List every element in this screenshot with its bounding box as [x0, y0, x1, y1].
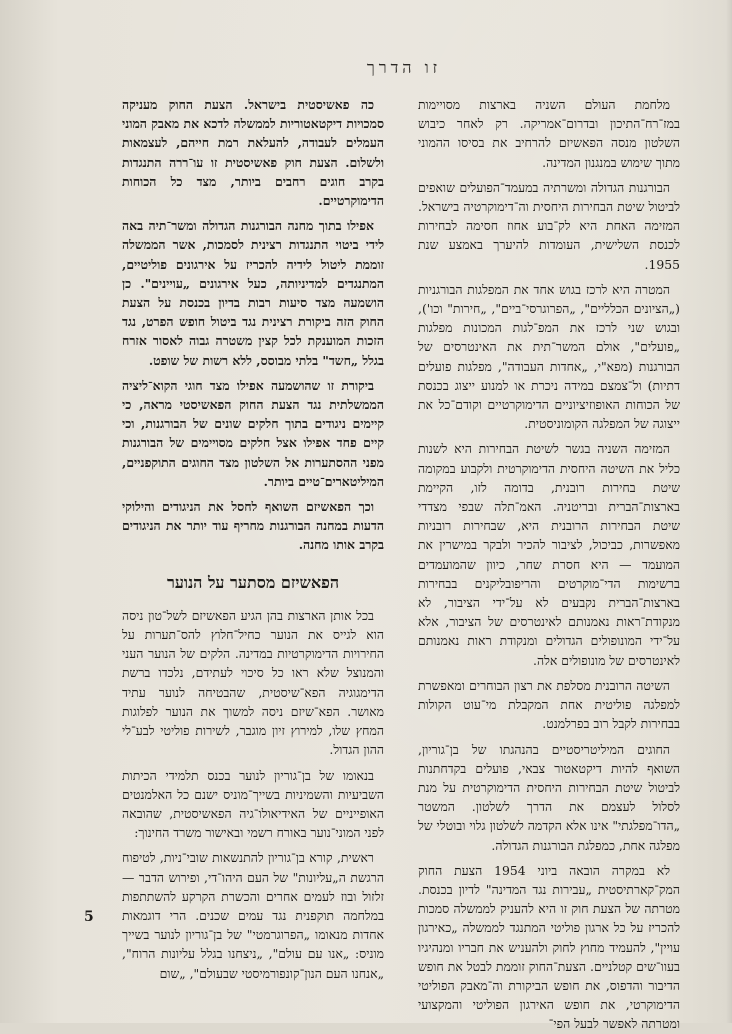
- paragraph: לא במקרה הובאה ביוני 1954 הצעת החוק המק־קארתיסטית „עבירות נגד המדינה" לדיון בכנסת. מטרתה של הצעת חוק זו היא להעניק לממשלה סמכות להכריז על כל ארגון פוליטי המתנגד לממשלה „כאירגון עויין", להעמיד מחוץ לחוק ולהעניש את חבריו ומנהיגיו בעוו־שים קטלניים. הצעת־החוק זוממת לבטל את חופש הדיבור והדפוס, את חופש הביקורת וה־מאבק הפוליטי הדימוקרטי, את חופש האירגון הפוליטי והמקצועי ומטרתה לאפשר לבעל הפי־: [418, 862, 680, 1032]
- paragraph: מלחמת העולם השניה בארצות מסויימות במז־רח־התיכון ובדרום־אמריקה. רק לאחר כיבוש השלטון מנסה הפאשיזם להרחיב את בסיסו ההמוני מתוך שימוש במנגנון המדינה.: [418, 97, 680, 170]
- paragraph: המזימה השניה בגשר לשיטת הבחירות היא לשנות כליל את השיטה היחסית הדימוקרטית ולקבוע במקומה שיטת בחירות רובנית, בדומה לזו, הקיימת בארצות־הברית ובריטניה. האמ־תלה שבפי מצדדי שיטת הבחירות הרובנית היא, שבחירות רובניות מאפשרות, כביכול, לציבור להכיר ולבקר במישרין את המועמד — היא חסרת שחר, כיוון שהמועמדים ברשימות הדי־מוקרטים והריפובליקנים בבחירות בארצות־הברית נקבעים לא על־ידי הציבור, לא מנקודת־ראות נאמנותם לאינטרסים של הציבור, אלא על־ידי המונופולים הגדולים ומנקודת ראות נאמנותם לאינטרסים של מונופולים אלה.: [418, 441, 680, 668]
- paragraph: המטרה היא לרכז בגוש אחד את המפלגות הבורגניות („הציונים הכלליים", „הפרוגרסי־ביים", „חירות" וכו'), ובגוש שני לרכז את המפ־לגות המכונות מפלגות „פועלים", אולם המשר־תית את האינטרסים של הבורגנות (מפא"י, „אחדות העבודה", מפלגות פועלים דתיות) ול־צמצם במידה ניכרת או למנוע ייצוג בכנסת של הכוחות האופוזיציוניים הדימוקרטיים וקודם־כל את ייצוגה של המפלגה הקומוניסטית.: [418, 281, 680, 432]
- left-column: [122, 95, 384, 981]
- paragraph: כה פאשיסטית בישראל. הצעת החוק מעניקה סמכויות דיקטאטוריות לממשלה לדכא את מאבק המוני העמלים לעבודה, להעלאת רמת חייהם, לעצמאות ולשלום. הצעת חוק פאשיסטית זו עו־ררה התנגדות בקרב חוגים רחבים ביותר, מצד כל הכוחות הדימוקרטיים.: [122, 97, 384, 209]
- section-heading: הפאשיזם מסתער על הנוער: [166, 572, 340, 592]
- running-head: זו הדרך: [366, 58, 442, 77]
- paragraph: בכל אותן הארצות בהן הגיע הפאשיזם לשל־טון ניסה הוא לגייס את הנוער כחיל־חלוץ להס־תערות על החירויות הדימוקרטיות במדינה. הלקים של הנוער העני והמנוצל שלא ראו כל סיכוי לעתידם, נלכדו ברשת הדימגוגיה הפא־שיסטית, שהבטיחה לנוער עתיד מאושר. הפא־שיזם ניסה למשוך את הנוער לפלוגות המחץ שלו, למירוץ זיון מוגבר, לשירות פוליטי לבע־לי ההון הגדול.: [122, 607, 384, 758]
- page-number: 5: [84, 909, 94, 925]
- paragraph: בנאומו של בן־גוריון לנוער בכנס תלמידי הכיתות השביעיות והשמיניות בשייך־מוניס ישנם כל האלמנטים האופייניים של האידיאולו־גיה הפאשיסטית, שהובאה לפני המוני־נוער באורח רשמי ובאישור משרד החינוך:: [122, 767, 384, 841]
- paragraph: הבורגנות הגדולה ומשרתיה במעמד־הפועלים שואפים לביטול שיטת הבחירות היחסית וה־דימוקרטיה בישראל. המזימה האחת היא לק־בוע אחוז חסימה לבחירות לכנסת השלישית, העומדות להיערך באמצע שנת 1955.: [418, 179, 680, 272]
- page-edge-shadow: [726, 0, 732, 1023]
- paragraph: אפילו בתוך מחנה הבורגנות הגדולה ומשר־תיה באה לידי ביטוי התנגדות רצינית לסמכות, אשר הממשלה זוממת ליטול לידיה להכריז על אירגונים פוליטיים, המתנגדים למדיניותה, כעל אירגונים „עויינים". כן הושמעה מצד סיעות רבות בדיון בכנסת על הצעת החוק הזה ביקורת רצינית נגד ביטול חופש הפרט, נגד הזכות המוענקת לכל קצין משטרה גבוה לאסור אזרח בגלל „חשד" בלתי מבוסס, ללא רשות של שופט.: [122, 218, 384, 368]
- paragraph: וכך הפאשיזם השואף לחסל את הניגודים והילוקי הדעות במחנה הבורגנות מחריף עוד יותר את הניגודים בקרב אותו מחנה.: [122, 499, 384, 553]
- paragraph: השיטה הרובנית מסלפת את רצון הבוחרים ומאפשרת למפלגה פוליטית אחת המקבלת מי־עוט הקולות בבחירות לקבל רוב בפרלמנט.: [418, 677, 680, 732]
- text-columns: [122, 95, 680, 1032]
- right-column: [418, 95, 680, 1032]
- paragraph: ביקורת זו שהושמעה אפילו מצד חוגי הקוא־ליציה הממשלתית נגד הצעת החוק הפאשיסטי מראה, כי קיימים ניגודים בתוך חלקים שונים של הבורגנות, וכי קיים פחד אפילו אצל חלקים מסויימים של הבורגנות מפני ההסתערות אל השלטון מצד החוגים התוקפניים, המיליטארים־טיים ביותר.: [122, 377, 384, 489]
- paragraph: החוגים המיליטריסטיים בהנהגתו של בן־גוריון, השואף להיות דיקטאטור צבאי, פועלים בקדחתנות לביטול שיטת הבחירות היחסית הדימוקרטית על מנת לסלול לעצמם את הדרך לשלטון. המשטר „הדו־מפלגתי" אינו אלא הקדמה לשלטון גלוי ובוטלי של מפלגה אחת, כמפלגת הבורגנות הגדולה.: [418, 741, 680, 853]
- paragraph: ראשית, קורא בן־גוריון להתנשאות שובי־ניות, לטיפוח הרגשת ה„עליונות" של העם היהו־די, ופירוש הדבר — זלזול ובוז לעמים אחרים והכשרת הקרקע להשתתפות במלחמה תוקפנית נגד עמים שכנים. הרי דוגמאות אחדות מנאומו „הפרוגרמטי" של בן־גוריון לנוער בשייך מוניס: „אנו עם עולם", „ניצחנו בגלל עליונות הרוח", „אנחנו העם הנון־קונפורמיסטי שבעולם", „שום: [122, 850, 384, 981]
